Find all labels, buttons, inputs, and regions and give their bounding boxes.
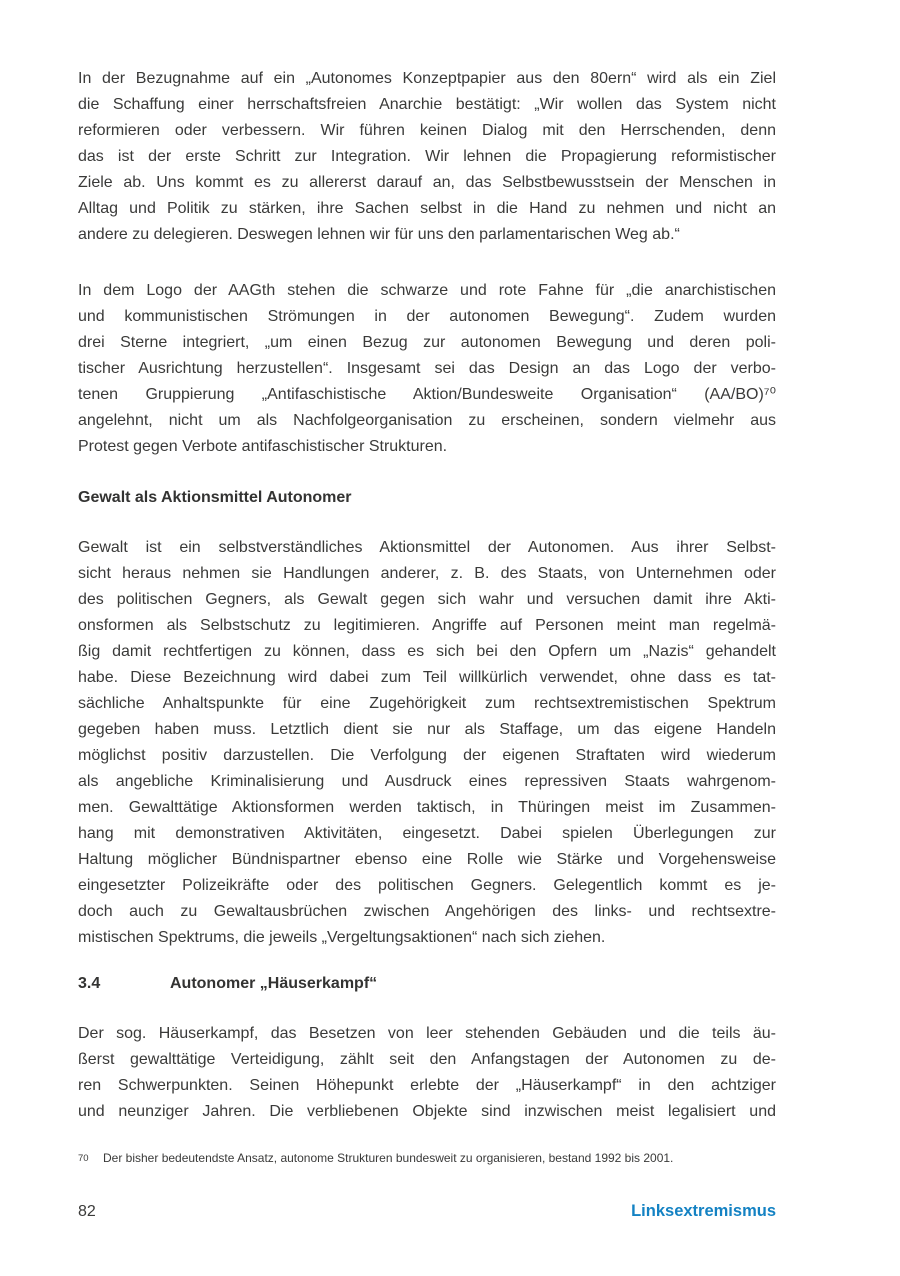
paragraph-gewalt-aktionsmittel [78, 535, 776, 951]
paragraph-konzeptpapier [78, 66, 776, 248]
paragraph-logo-aagth [78, 278, 776, 460]
text-line: als angebliche Kriminalisierung und Ausdruck eines repressiven Staats wahrgenom- [78, 773, 776, 790]
text-line: ßig damit rechtfertigen zu können, dass es sich bei den Opfern um „Nazis“ gehandelt [78, 643, 776, 660]
text-line: und neunziger Jahren. Die verbliebenen Objekte sind inzwischen meist legalisiert und [78, 1103, 776, 1120]
text-line: sächliche Anhaltspunkte für eine Zugehörigkeit zum rechtsextremistischen Spektrum [78, 695, 776, 712]
footnote-marker: 70 [78, 1152, 89, 1164]
text-line: Alltag und Politik zu stärken, ihre Sachen selbst in die Hand zu nehmen und nicht an [78, 200, 776, 217]
text-line: mistischen Spektrums, die jeweils „Vergeltungsaktionen“ nach sich ziehen. [78, 929, 606, 946]
text-line: tenen Gruppierung „Antifaschistische Aktion/Bundesweite Organisation“ (AA/BO)⁷⁰ [78, 386, 776, 403]
section-title: Autonomer „Häuserkampf“ [170, 975, 378, 992]
text-line: Der sog. Häuserkampf, das Besetzen von leer stehenden Gebäuden und die teils äu- [78, 1025, 776, 1042]
text-line: In dem Logo der AAGth stehen die schwarze und rote Fahne für „die anarchistischen [78, 282, 776, 299]
section-number: 3.4 [78, 975, 101, 992]
text-line: ßerst gewalttätige Verteidigung, zählt seit den Anfangstagen der Autonomen zu de- [78, 1051, 776, 1068]
text-line: reformieren oder verbessern. Wir führen keinen Dialog mit den Herrschenden, denn [78, 122, 776, 139]
text-line: andere zu delegieren. Deswegen lehnen wir für uns den parlamentarischen Weg ab.“ [78, 226, 680, 243]
page-footer [78, 1202, 776, 1221]
text-line: und kommunistischen Strömungen in der autonomen Bewegung“. Zudem wurden [78, 308, 776, 325]
heading-gewalt-als-aktionsmittel: Gewalt als Aktionsmittel Autonomer [78, 489, 352, 506]
text-line: Protest gegen Verbote antifaschistischer Strukturen. [78, 438, 448, 455]
text-line: des politischen Gegners, als Gewalt gegen sich wahr und versuchen damit ihre Akti- [78, 591, 776, 608]
text-line: Gewalt ist ein selbstverständliches Aktionsmittel der Autonomen. Aus ihrer Selbst- [78, 539, 776, 556]
footnote-70 [78, 1150, 776, 1167]
text-line: onsformen als Selbstschutz zu legitimieren. Angriffe auf Personen meint man regelmä- [78, 617, 776, 634]
text-line: In der Bezugnahme auf ein „Autonomes Konzeptpapier aus den 80ern“ wird als ein Ziel [78, 70, 776, 87]
text-line: tischer Ausrichtung herzustellen“. Insgesamt sei das Design an das Logo der verbo- [78, 360, 776, 377]
text-line: Ziele ab. Uns kommt es zu allererst darauf an, das Selbstbewusstsein der Menschen in [78, 174, 776, 191]
text-line: hang mit demonstrativen Aktivitäten, eingesetzt. Dabei spielen Überlegungen zur [78, 825, 776, 842]
footnote-text: Der bisher bedeutendste Ansatz, autonome Strukturen bundesweit zu organisieren, bestand 1992 bis 2001. [103, 1151, 674, 1165]
text-line: sicht heraus nehmen sie Handlungen anderer, z. B. des Staats, von Unternehmen oder [78, 565, 776, 582]
text-line: möglichst positiv darzustellen. Die Verfolgung der eigenen Straftaten wird wiederum [78, 747, 776, 764]
page-body [78, 66, 776, 1125]
footer-chapter-label: Linksextremismus [631, 1202, 776, 1220]
text-line: ren Schwerpunkten. Seinen Höhepunkt erlebte der „Häuserkampf“ in den achtziger [78, 1077, 776, 1094]
text-line: drei Sterne integriert, „um einen Bezug zur autonomen Bewegung und deren poli- [78, 334, 776, 351]
text-line: habe. Diese Bezeichnung wird dabei zum Teil willkürlich verwendet, ohne dass es tat- [78, 669, 776, 686]
text-line: gegeben haben muss. Letztlich dient sie nur als Staffage, um das eigene Handeln [78, 721, 776, 738]
text-line: Haltung möglicher Bündnispartner ebenso eine Rolle wie Stärke und Vorgehensweise [78, 851, 776, 868]
text-line: doch auch zu Gewaltausbrüchen zwischen Angehörigen des links- und rechtsextre- [78, 903, 776, 920]
page-number: 82 [78, 1203, 96, 1220]
paragraph-haeuserkampf [78, 1021, 776, 1125]
text-line: das ist der erste Schritt zur Integration. Wir lehnen die Propagierung reformistischer [78, 148, 776, 165]
text-line: eingesetzter Polizeikräfte oder des politischen Gegners. Gelegentlich kommt es je- [78, 877, 776, 894]
section-heading-3-4 [78, 971, 776, 997]
text-line: men. Gewalttätige Aktionsformen werden taktisch, in Thüringen meist im Zusammen- [78, 799, 776, 816]
text-line: die Schaffung einer herrschaftsfreien Anarchie bestätigt: „Wir wollen das System nicht [78, 96, 776, 113]
text-line: angelehnt, nicht um als Nachfolgeorganisation zu erscheinen, sondern vielmehr aus [78, 412, 776, 429]
